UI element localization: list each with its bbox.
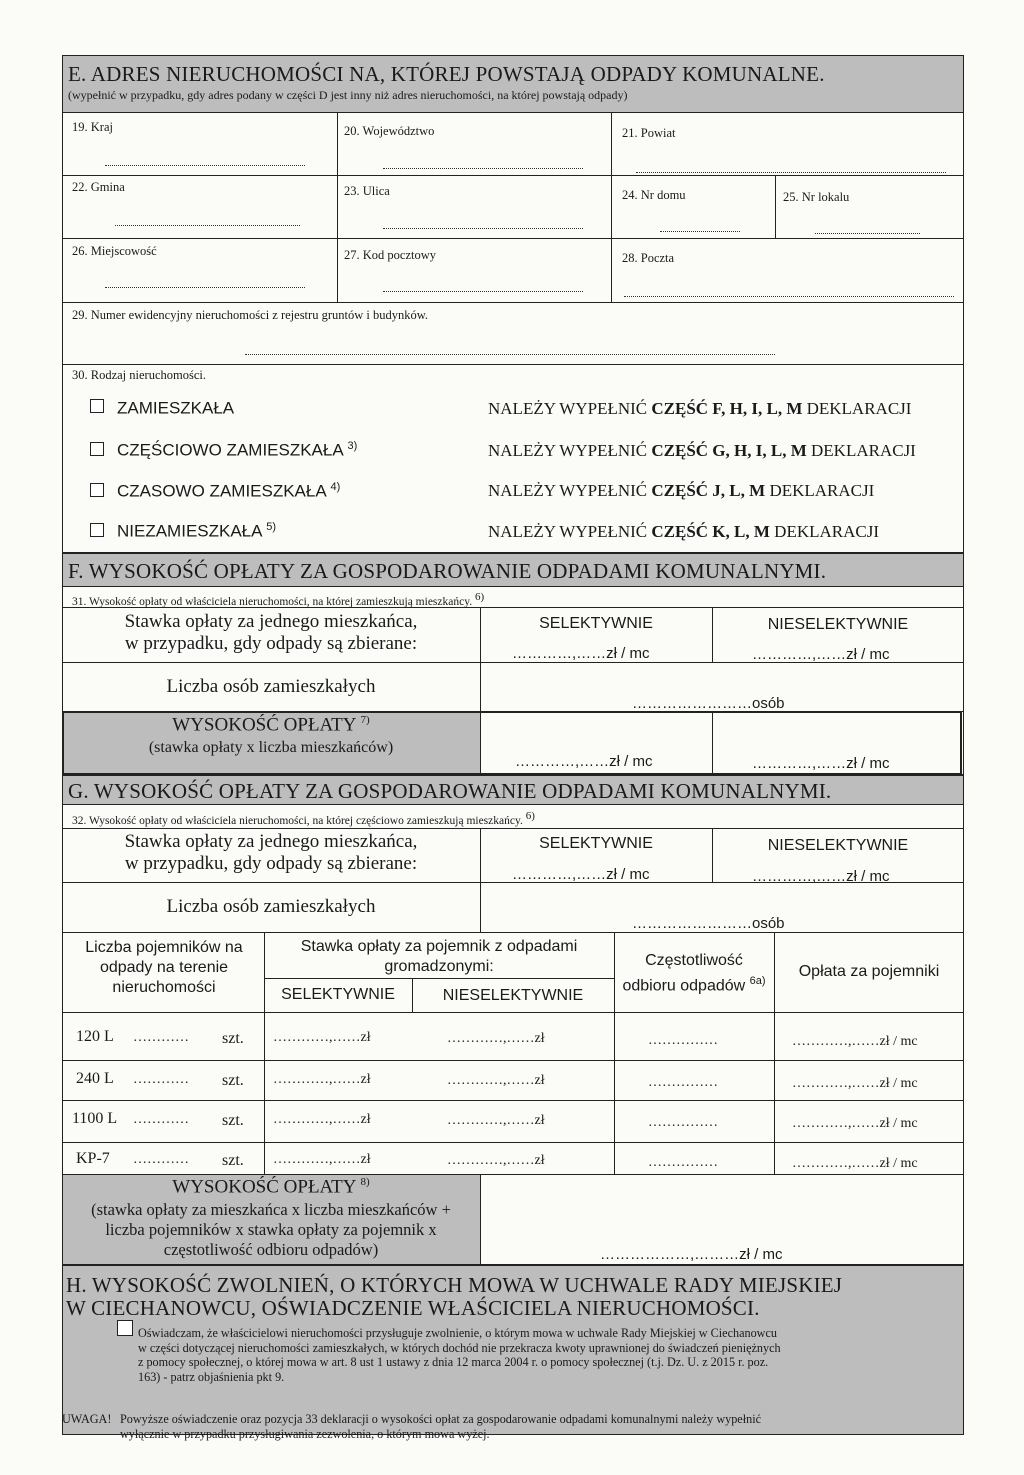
f-selective-head: SELEKTYWNIE xyxy=(539,615,653,632)
divider xyxy=(62,302,964,303)
warning-label: UWAGA! xyxy=(62,1412,112,1426)
field-29-label: 29. Numer ewidencyjny nieruchomości z rejestru gruntów i budynków. xyxy=(72,308,429,322)
divider xyxy=(62,1142,964,1143)
field-22-label: 22. Gmina xyxy=(72,180,125,194)
g-selective-head: SELEKTYWNIE xyxy=(539,835,653,852)
bin-rate-selective-input[interactable]: …………,……zł xyxy=(273,1030,371,1045)
divider xyxy=(62,1060,964,1061)
divider xyxy=(62,586,964,587)
bin-type-label: KP-7 xyxy=(76,1150,110,1167)
bin-rate-selective-input[interactable]: …………,……zł xyxy=(273,1072,371,1087)
option-zamieszkala-instruction: NALEŻY WYPEŁNIĆ CZĘŚĆ F, H, I, L, M DEKLARACJI xyxy=(488,399,912,418)
section-e-title: E. ADRES NIERUCHOMOŚCI NA, KTÓREJ POWSTAJĄ ODPADY KOMUNALNE. xyxy=(68,62,825,86)
bin-unit-label: szt. xyxy=(222,1072,244,1089)
section-g-title: G. WYSOKOŚĆ OPŁATY ZA GOSPODAROWANIE ODPADAMI KOMUNALNYMI. xyxy=(68,779,832,803)
bin-unit-label: szt. xyxy=(222,1152,244,1169)
field-20-label: 20. Województwo xyxy=(344,124,435,138)
field-28-input[interactable] xyxy=(624,296,954,297)
bin-rate-nonselective-input[interactable]: …………,……zł xyxy=(447,1031,545,1046)
option-niezamieszkala-checkbox[interactable] xyxy=(90,523,104,537)
declaration-text: Oświadczam, że właścicielowi nieruchomości przysługuje zwolnienie, o którym mowa w uchwale Rady Miejskiej w Ciechanowcu w części dotyczącej nieruchomości zamieszkałych, w których dochód nie przekracza kwoty uprawnionej do świadczeń pieniężnych z pomocy społecznej, o której mowa w art. 8 ust 1 ustawy z dnia 12 marca 2004 r. o pomocy społecznej (t.j. Dz. U. z 2015 r. poz. 163) - patrz objaśnienia pkt 9. xyxy=(138,1326,781,1384)
bin-rate-nonselective-input[interactable]: …………,……zł xyxy=(447,1153,545,1168)
bin-fee-head: Opłata za pojemniki xyxy=(798,963,940,980)
field-27-input[interactable] xyxy=(383,291,583,292)
section-e-subtitle: (wypełnić w przypadku, gdy adres podany w części D jest inny niż adres nieruchomości, na której powstają odpady) xyxy=(68,88,628,102)
field-20-input[interactable] xyxy=(383,168,583,169)
bin-count-input[interactable]: ………… xyxy=(133,1072,189,1087)
field-21-input[interactable] xyxy=(636,172,946,173)
field-25-input[interactable] xyxy=(815,233,920,234)
divider xyxy=(712,711,713,775)
field-29-input[interactable] xyxy=(245,354,775,355)
divider xyxy=(62,662,964,663)
bin-unit-label: szt. xyxy=(222,1030,244,1047)
option-niezamieszkala-label: NIEZAMIESZKAŁA $^{5)}$ xyxy=(117,521,277,541)
bins-count-head: Liczba pojemników na odpady na terenie nieruchomości xyxy=(85,939,243,996)
option-czesciowo-instruction: NALEŻY WYPEŁNIĆ CZĘŚĆ G, H, I, L, M DEKLARACJI xyxy=(488,441,916,460)
g-nonselective-head: NIESELEKTYWNIE xyxy=(767,837,909,854)
bin-fee-input[interactable]: …………,……zł / mc xyxy=(792,1034,918,1049)
divider xyxy=(611,112,612,302)
g-fee-subtitle: (stawka opłaty za mieszkańca x liczba mieszkańców + liczba pojemników x stawka opłaty za pojemnik x częstotliwość odbioru odpadów) xyxy=(91,1200,451,1259)
f-selective-rate-input[interactable]: …………,……zł / mc xyxy=(512,645,650,662)
field-26-label: 26. Miejscowość xyxy=(72,244,157,258)
frequency-head: Częstotliwość odbioru odpadów $^{6a)}$ xyxy=(622,952,766,995)
g-residents-input[interactable]: ……………………osób xyxy=(632,915,785,932)
divider xyxy=(62,238,964,239)
f-nonselective-rate-input[interactable]: …………,……zł / mc xyxy=(752,646,890,663)
divider xyxy=(264,978,614,979)
f-nonselective-head: NIESELEKTYWNIE xyxy=(767,616,909,633)
bin-rate-nonselective-head: NIESELEKTYWNIE xyxy=(442,987,584,1004)
divider xyxy=(62,1012,964,1013)
f-fee-nonselective-input[interactable]: …………,……zł / mc xyxy=(752,755,890,772)
option-zamieszkala-label: ZAMIESZKAŁA xyxy=(117,398,235,418)
g-nonselective-rate-input[interactable]: …………,……zł / mc xyxy=(752,868,890,885)
divider xyxy=(62,828,964,829)
bin-rate-nonselective-input[interactable]: …………,……zł xyxy=(447,1113,545,1128)
field-24-input[interactable] xyxy=(660,231,740,232)
f-residents-input[interactable]: ……………………osób xyxy=(632,695,785,712)
divider xyxy=(62,364,964,365)
section-h-title-line1: H. WYSOKOŚĆ ZWOLNIEŃ, O KTÓRYCH MOWA W UCHWALE RADY MIEJSKIEJ xyxy=(66,1273,843,1297)
bin-frequency-input[interactable]: …………… xyxy=(648,1115,718,1130)
field-21-label: 21. Powiat xyxy=(622,126,676,140)
divider xyxy=(62,175,964,176)
bin-rate-selective-input[interactable]: …………,……zł xyxy=(273,1152,371,1167)
option-czasowo-label: CZASOWO ZAMIESZKAŁA $^{4)}$ xyxy=(117,481,341,501)
warning-text: Powyższe oświadczenie oraz pozycja 33 deklaracji o wysokości opłat za gospodarowanie odpadami komunalnymi należy wypełnić wyłącznie w przypadku przysługiwania zezwolenia, o którym mowa wyżej. xyxy=(120,1412,761,1441)
bin-type-label: 240 L xyxy=(76,1070,114,1087)
g-fee-title: WYSOKOŚĆ OPŁATY $^{8)}$ xyxy=(172,1176,370,1198)
field-28-label: 28. Poczta xyxy=(622,251,675,265)
bin-rate-selective-head: SELEKTYWNIE xyxy=(281,986,395,1003)
field-24-label: 24. Nr domu xyxy=(622,188,686,202)
field-22-input[interactable] xyxy=(115,225,300,226)
f-fee-selective-input[interactable]: …………,……zł / mc xyxy=(515,753,653,770)
option-czasowo-checkbox[interactable] xyxy=(90,483,104,497)
field-19-label: 19. Kraj xyxy=(72,120,113,134)
divider xyxy=(62,112,964,113)
f-rate-label: Stawka opłaty za jednego mieszkańca, w przypadku, gdy odpady są zbierane: xyxy=(124,611,418,654)
field-23-label: 23. Ulica xyxy=(344,184,390,198)
bin-count-input[interactable]: ………… xyxy=(133,1030,189,1045)
option-czesciowo-checkbox[interactable] xyxy=(90,442,104,456)
f-residents-label: Liczba osób zamieszkałych xyxy=(166,676,376,697)
field-32-label: 32. Wysokość opłaty od właściciela nieruchomości, na której częściowo zamieszkują mieszkańcy. 6) xyxy=(72,810,535,827)
f-fee-title: WYSOKOŚĆ OPŁATY $^{7)}$ xyxy=(172,714,370,736)
section-f-title: F. WYSOKOŚĆ OPŁATY ZA GOSPODAROWANIE ODPADAMI KOMUNALNYMI. xyxy=(68,559,827,583)
divider xyxy=(480,1174,481,1265)
divider xyxy=(62,882,964,883)
bin-type-label: 1100 L xyxy=(72,1110,118,1127)
bin-count-input[interactable]: ………… xyxy=(133,1152,189,1167)
g-fee-total-input[interactable]: ………………,………zł / mc xyxy=(600,1246,783,1263)
field-26-input[interactable] xyxy=(105,287,305,288)
bin-frequency-input[interactable]: …………… xyxy=(648,1075,718,1090)
f-fee-subtitle: (stawka opłaty x liczba mieszkańców) xyxy=(148,739,394,756)
field-23-input[interactable] xyxy=(383,228,583,229)
g-residents-label: Liczba osób zamieszkałych xyxy=(166,896,376,917)
option-czasowo-instruction: NALEŻY WYPEŁNIĆ CZĘŚĆ J, L, M DEKLARACJI xyxy=(488,481,875,500)
divider xyxy=(62,1100,964,1101)
field-31-label: 31. Wysokość opłaty od właściciela nieruchomości, na której zamieszkują mieszkańcy. 6) xyxy=(72,591,485,608)
bin-count-input[interactable]: ………… xyxy=(133,1112,189,1127)
divider xyxy=(775,175,776,238)
bin-fee-input[interactable]: …………,……zł / mc xyxy=(792,1076,918,1091)
field-19-input[interactable] xyxy=(105,165,305,166)
option-czesciowo-label: CZĘŚCIOWO ZAMIESZKAŁA $^{3)}$ xyxy=(117,440,358,460)
field-27-label: 27. Kod pocztowy xyxy=(344,248,436,262)
option-niezamieszkala-instruction: NALEŻY WYPEŁNIĆ CZĘŚĆ K, L, M DEKLARACJI xyxy=(488,522,880,541)
field-25-label: 25. Nr lokalu xyxy=(783,190,850,204)
divider xyxy=(62,932,964,933)
field-30-label: 30. Rodzaj nieruchomości. xyxy=(72,368,206,382)
option-zamieszkala-checkbox[interactable] xyxy=(90,399,104,413)
bin-rate-nonselective-input[interactable]: …………,……zł xyxy=(447,1073,545,1088)
section-h-title-line2: W CIECHANOWCU, OŚWIADCZENIE WŁAŚCICIELA NIERUCHOMOŚCI. xyxy=(66,1296,760,1320)
divider xyxy=(264,1012,265,1174)
divider xyxy=(774,1012,775,1174)
divider xyxy=(337,112,338,302)
bin-fee-input[interactable]: …………,……zł / mc xyxy=(792,1156,918,1171)
g-rate-label: Stawka opłaty za jednego mieszkańca, w przypadku, gdy odpady są zbierane: xyxy=(124,831,418,874)
divider xyxy=(614,1012,615,1174)
section-e-frame xyxy=(62,55,964,553)
bin-type-label: 120 L xyxy=(76,1028,114,1045)
g-selective-rate-input[interactable]: …………,……zł / mc xyxy=(512,866,650,883)
bin-frequency-input[interactable]: …………… xyxy=(648,1155,718,1170)
bin-rate-selective-input[interactable]: …………,……zł xyxy=(273,1112,371,1127)
declaration-checkbox[interactable] xyxy=(117,1320,133,1336)
divider xyxy=(62,607,964,608)
divider xyxy=(62,804,964,805)
bin-fee-input[interactable]: …………,……zł / mc xyxy=(792,1116,918,1131)
bin-frequency-input[interactable]: …………… xyxy=(648,1033,718,1048)
bin-unit-label: szt. xyxy=(222,1112,244,1129)
bin-rate-head: Stawka opłaty za pojemnik z odpadami gromadzonymi: xyxy=(300,938,578,975)
